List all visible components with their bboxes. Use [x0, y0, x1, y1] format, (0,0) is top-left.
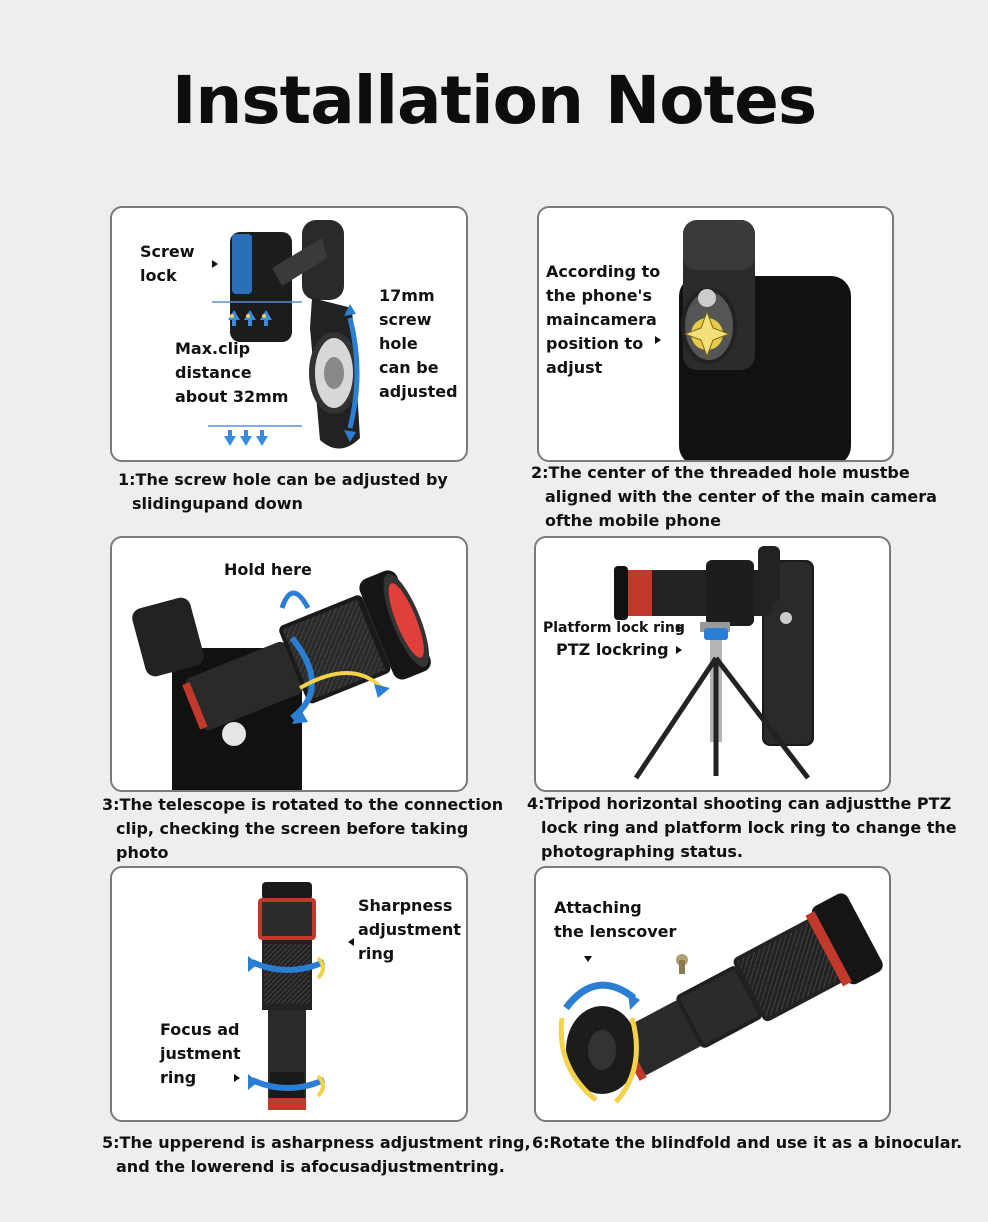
caption-line: 5:The upperend is asharpness adjustment ring, — [102, 1133, 531, 1152]
caption-line: 4:Tripod horizontal shooting can adjustthe PTZ — [527, 794, 952, 813]
label-screw-hole: 17mm screw hole can be adjusted — [379, 286, 458, 401]
pointer-icon — [212, 260, 218, 268]
pointer-icon — [584, 956, 592, 962]
panel-screw-hole — [110, 206, 468, 462]
caption-line: 2:The center of the threaded hole mustbe — [531, 463, 910, 482]
pointer-icon — [676, 646, 682, 654]
caption-line: lock ring and platform lock ring to change the — [541, 818, 957, 837]
pointer-icon — [655, 336, 661, 344]
caption-line: ofthe mobile phone — [545, 511, 721, 530]
caption-6 — [532, 1131, 962, 1155]
caption-line: 6:Rotate the blindfold and use it as a binocular. — [532, 1133, 963, 1152]
pointer-icon — [676, 624, 682, 632]
caption-line: and the lowerend is afocusadjustmentring. — [116, 1157, 505, 1176]
caption-1 — [118, 468, 448, 516]
panel-tripod — [534, 536, 891, 792]
pointer-icon — [234, 1074, 240, 1082]
pointer-icon — [348, 938, 354, 946]
panel-camera-align — [537, 206, 894, 462]
label-screw-lock: Screw lock — [140, 242, 195, 285]
tripod-illustration — [536, 538, 889, 790]
label-camera-position: According to the phone's maincamera position to adjust — [546, 262, 661, 377]
label-lens-cover: Attaching the lenscover — [554, 898, 677, 941]
label-clip-distance: Max.clip distance about 32mm — [175, 339, 289, 406]
panel-telescope-rotate — [110, 536, 468, 792]
label-platform-lock-ring: Platform lock ring — [543, 620, 685, 636]
caption-3 — [102, 793, 503, 865]
panel-focus-rings — [110, 866, 468, 1122]
caption-4 — [527, 792, 957, 864]
page-title: Installation Notes — [171, 62, 817, 139]
caption-line: photographing status. — [541, 842, 743, 861]
caption-line: photo — [116, 843, 169, 862]
label-focus-ring: Focus ad justment ring — [160, 1020, 241, 1087]
panel-lens-cover — [534, 866, 891, 1122]
caption-line: 3:The telescope is rotated to the connection — [102, 795, 504, 814]
caption-line: 1:The screw hole can be adjusted by — [118, 470, 448, 489]
caption-line: aligned with the center of the main camera — [545, 487, 937, 506]
label-sharpness-ring: Sharpness adjustment ring — [358, 896, 461, 963]
caption-line: clip, checking the screen before taking — [116, 819, 469, 838]
label-hold-here: Hold here — [224, 560, 312, 579]
caption-2 — [531, 461, 937, 533]
caption-5 — [102, 1131, 531, 1179]
caption-line: slidingupand down — [132, 494, 303, 513]
label-ptz-lockring: PTZ lockring — [556, 640, 669, 659]
